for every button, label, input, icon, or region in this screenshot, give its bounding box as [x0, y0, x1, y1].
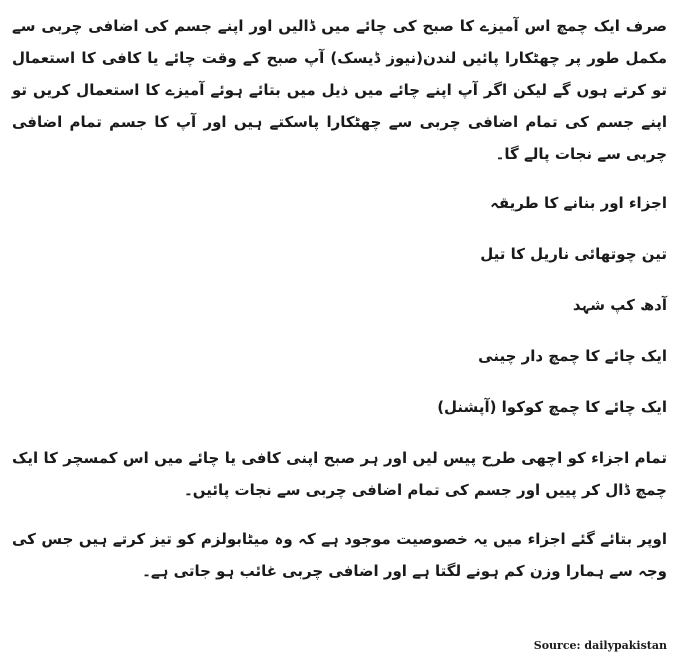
article-body [12, 10, 667, 604]
ingredient-item: آدھ کپ شہد [572, 296, 667, 314]
article-intro: صرف ایک چمچ اس آمیزے کا صبح کی چائے میں ڈالیں اور اپنے جسم کی اضافی چربی سے مکمل طور پر چھٹکارا پائیں لندن(نیوز ڈیسک) آپ صبح کے وقت چائے یا کافی کا استعمال تو کرتے ہوں گے لیکن اگر آپ اپنے چائے میں ذیل میں بتائے ہوئے آمیزے کا استعمال کریں تو اپنے جسم کی تمام اضافی چربی سے چھٹکارا پاسکتے ہیں اور آپ کا جسم تمام اضافی چربی سے نجات پالے گا۔ [12, 17, 667, 163]
ingredient-item: ایک چائے کا چمچ دار چینی [478, 347, 667, 365]
ingredient-item: ایک چائے کا چمچ کوکوا (آپشنل) [437, 398, 667, 416]
ingredient-item: تین چوتھائی ناریل کا تیل [480, 245, 667, 263]
method-paragraph: تمام اجزاء کو اچھی طرح پیس لیں اور ہر صبح اپنی کافی یا چائے میں اس کمسچر کا ایک چمچ ڈال کر پییں اور جسم کی تمام اضافی چربی سے نجات پائیں۔ [12, 449, 667, 499]
source-credit: Source: dailypakistan [533, 639, 667, 652]
recipe-heading: اجزاء اور بنانے کا طریقہ [490, 194, 667, 212]
benefit-paragraph: اوپر بتائے گئے اجزاء میں یہ خصوصیت موجود ہے کہ وہ میٹابولزم کو تیز کرتے ہیں جس کی وجہ سے ہمارا وزن کم ہونے لگتا ہے اور اضافی چربی غائب ہو جاتی ہے۔ [12, 530, 667, 580]
